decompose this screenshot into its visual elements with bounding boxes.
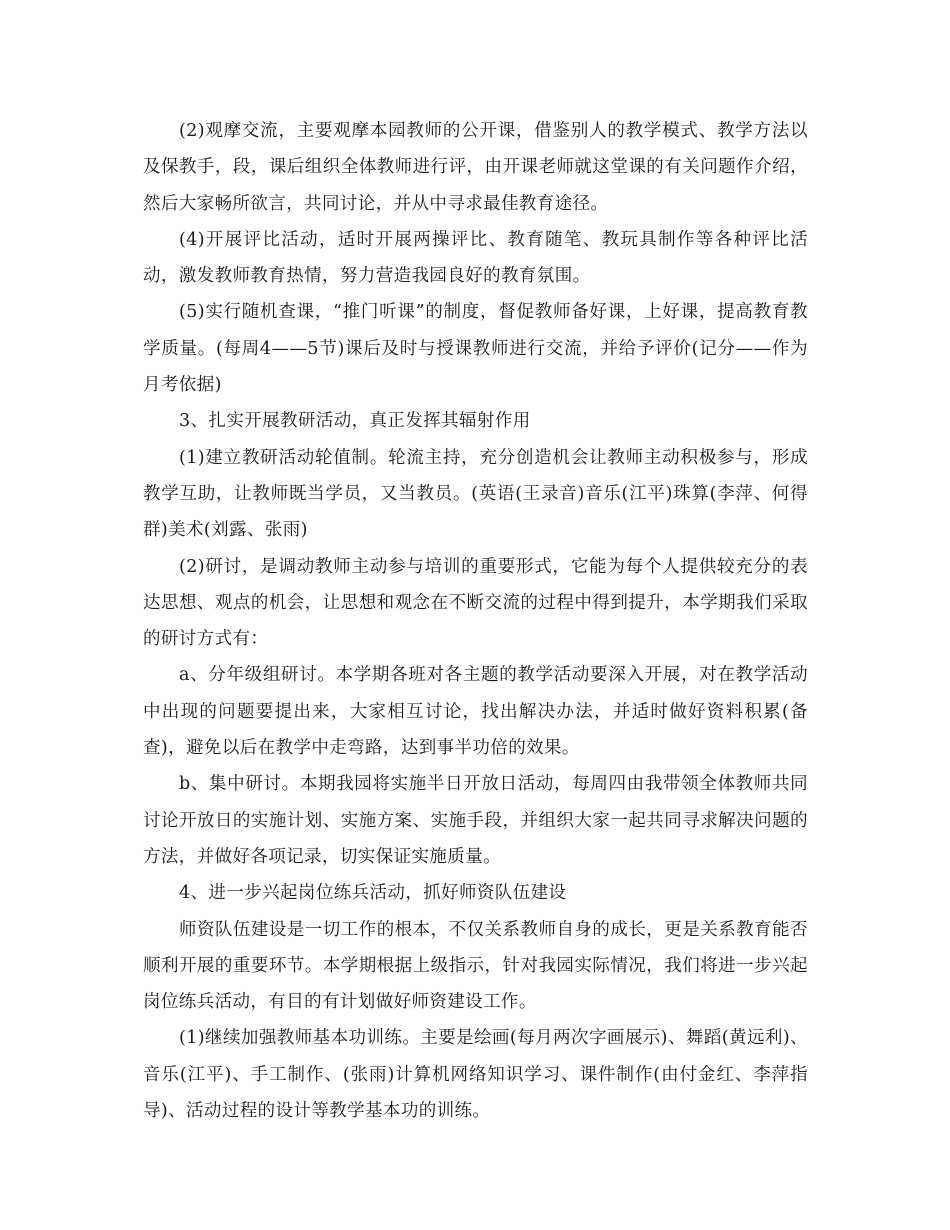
paragraph-rotation-system: (1)建立教研活动轮值制。轮流主持，充分创造机会让教师主动积极参与，形成教学互助，让教师既当学员，又当教员。(英语(王录音)音乐(江平)珠算(李萍、何得群)美术(刘露、张雨)	[143, 447, 808, 541]
paragraph-observation-exchange: (2)观摩交流，主要观摩本园教师的公开课，借鉴别人的教学模式、教学方法以及保教手，段，课后组织全体教师进行评，由开课老师就这堂课的有关问题作介绍，然后大家畅所欲言，共同讨论，并从中寻求最佳教育途径。	[143, 121, 808, 214]
document-body	[143, 113, 808, 1129]
paragraph-centralized-research: b、集中研讨。本期我园将实施半日开放日活动，每周四由我带领全体教师共同讨论开放日的实施计划、实施方案、实施手段，并组织大家一起共同寻求解决问题的方法，并做好各项记录，切实保证实施质量。	[143, 774, 808, 867]
paragraph-grade-group-research: a、分年级组研讨。本学期各班对各主题的教学活动要深入开展，对在教学活动中出现的问题要提出来，大家相互讨论，找出解决办法，并适时做好资料积累(备查)，避免以后在教学中走弯路，达到事半功倍的效果。	[143, 665, 808, 759]
paragraph-basic-skills-training: (1)继续加强教师基本功训练。主要是绘画(每月两次字画展示)、舞蹈(黄远利)、音乐(江平)、手工制作、(张雨)计算机网络知识学习、课件制作(由付金红、李萍指导)、活动过程的设计等教学基本功的训练。	[143, 1028, 808, 1122]
paragraph-random-class-check: (5)实行随机查课，“推门听课”的制度，督促教师备好课，上好课，提高教育教学质量。(每周4——5节)课后及时与授课教师进行交流，并给予评价(记分——作为月考依据)	[143, 302, 808, 396]
section-heading-teaching-research: 3、扎实开展教研活动，真正发挥其辐射作用	[179, 411, 531, 432]
paragraph-evaluation-activities: (4)开展评比活动，适时开展两操评比、教育随笔、教玩具制作等各种评比活动，激发教师教育热情，努力营造我园良好的教育氛围。	[143, 229, 808, 287]
paragraph-teacher-team-building: 师资队伍建设是一切工作的根本，不仅关系教师自身的成长，更是关系教育能否顺利开展的重要环节。本学期根据上级指示，针对我园实际情况，我们将进一步兴起岗位练兵活动，有目的有计划做好师资建设工作。	[143, 919, 808, 1013]
section-heading-job-training: 4、进一步兴起岗位练兵活动，抓好师资队伍建设	[179, 883, 567, 904]
paragraph-research-discussion: (2)研讨，是调动教师主动参与培训的重要形式，它能为每个人提供较充分的表达思想、观点的机会，让思想和观念在不断交流的过程中得到提升，本学期我们采取的研讨方式有：	[143, 556, 808, 650]
